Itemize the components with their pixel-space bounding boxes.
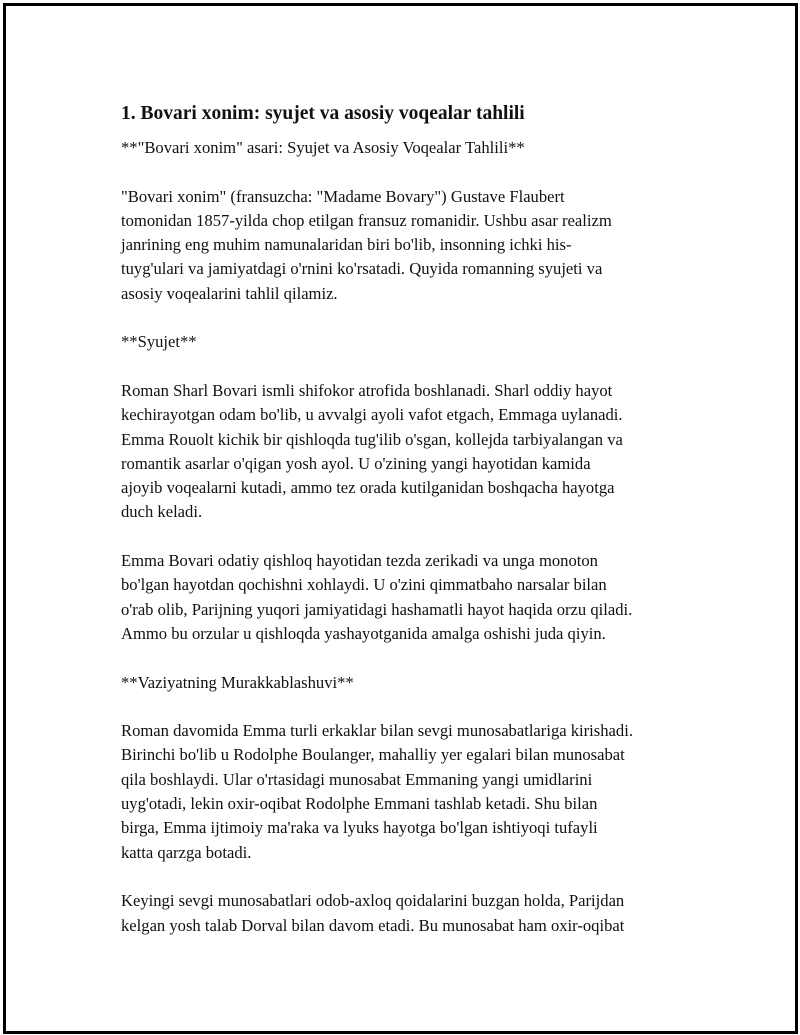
paragraph-complication-2: Keyingi sevgi munosabatlari odob-axloq qoidalarini buzgan holda, Parijdan kelgan yosh talab Dorval bilan davom etadi. Bu munosabat ham oxir-oqibat	[121, 891, 625, 935]
page-frame	[3, 3, 798, 1034]
paragraph-complication-heading: **Vaziyatning Murakkablashuvi**	[121, 672, 354, 692]
paragraph-intro: "Bovari xonim" (fransuzcha: "Madame Bovary") Gustave Flaubert tomonidan 1857-yilda chop etilgan fransuz romanidir. Ushbu asar realizm janrining eng muhim namunalaridan biri bo'lib, insonning ichki his- tuyg'ulari va jamiyatdagi o'rnini ko'rsatadi. Quyida romanning syujeti va asosiy voqealarini tahlil qilamiz.	[121, 186, 612, 303]
paragraph-complication-1: Roman davomida Emma turli erkaklar bilan sevgi munosabatlariga kirishadi. Birinchi bo'lib u Rodolphe Boulanger, mahalliy yer egalari bilan munosabat qila boshlaydi. Ular o'rtasidagi munosabat Emmaning yangi umidlarini uyg'otadi, lekin oxir-oqibat Rodolphe Emmani tashlab ketadi. Shu bilan birga, Emma ijtimoiy ma'raka va lyuks hayotga bo'lgan ishtiyoqi tufayli katta qarzga botadi.	[121, 721, 633, 862]
paragraph-plot-1: Roman Sharl Bovari ismli shifokor atrofida boshlanadi. Sharl oddiy hayot kechirayotgan odam bo'lib, u avvalgi ayoli vafot etgach, Emmaga uylanadi. Emma Rouolt kichik bir qishloqda tug'ilib o'sgan, kollejda tarbiyalangan va romantik asarlar o'qigan yosh ayol. U o'zining yangi hayotidan kamida ajoyib voqealarni kutadi, ammo tez orada kutilganidan boshqacha hayotga duch keladi.	[121, 380, 623, 522]
section-heading: 1. Bovari xonim: syujet va asosiy voqealar tahlili	[121, 103, 525, 124]
document-body	[121, 102, 696, 962]
paragraph-syujet-heading: **Syujet**	[121, 332, 197, 352]
paragraph-subtitle: **"Bovari xonim" asari: Syujet va Asosiy Voqealar Tahlili**	[121, 138, 525, 157]
paragraph-plot-2: Emma Bovari odatiy qishloq hayotidan tezda zerikadi va unga monoton bo'lgan hayotdan qochishni xohlaydi. U o'zini qimmatbaho narsalar bilan o'rab olib, Parijning yuqori jamiyatidagi hashamatli hayot haqida orzu qiladi. Ammo bu orzular u qishloqda yashayotganida amalga oshishi juda qiyin.	[121, 551, 633, 643]
